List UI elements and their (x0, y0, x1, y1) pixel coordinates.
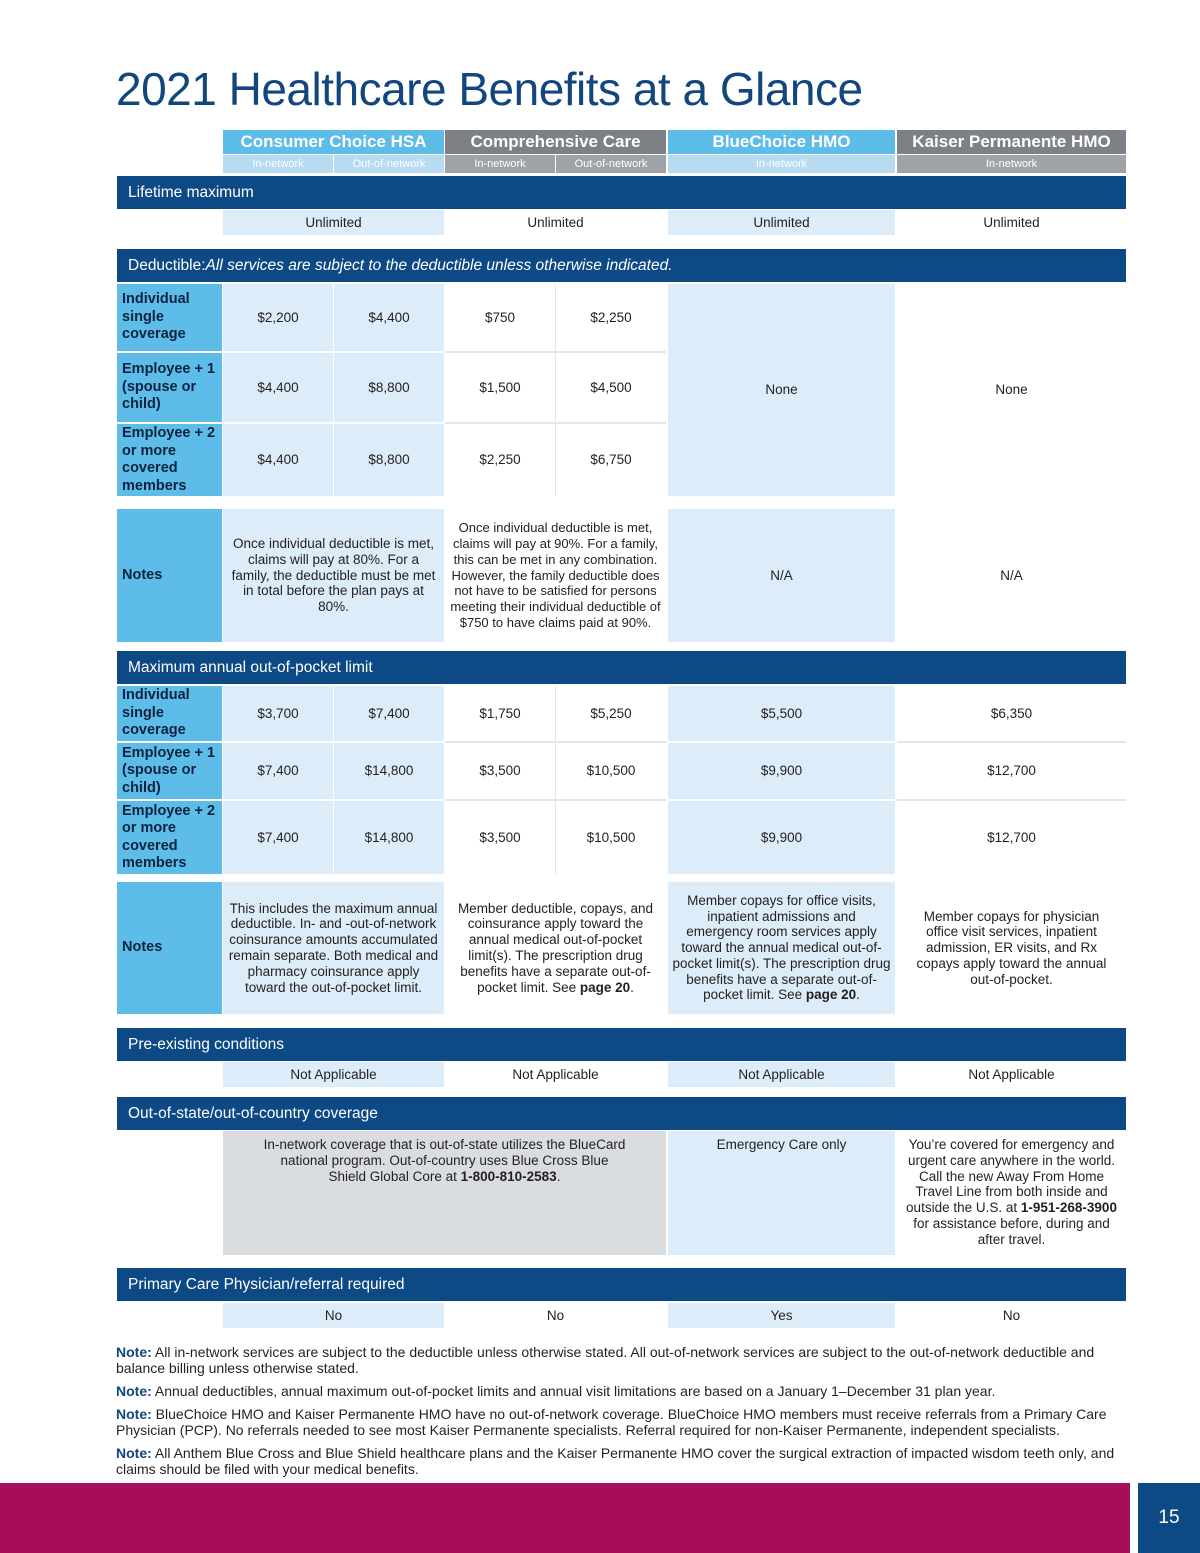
footnote-label: Note: (116, 1445, 152, 1461)
footnote-label: Note: (116, 1383, 152, 1399)
deductible-cell: $6,750 (590, 452, 632, 468)
lifetime-hsa: Unlimited (223, 210, 444, 235)
oop-cell: $3,700 (223, 686, 333, 741)
footnote (116, 1406, 1128, 1438)
oop-cell: $7,400 (223, 743, 333, 799)
deductible-cell: $8,800 (334, 424, 444, 496)
page-title: 2021 Healthcare Benefits at a Glance (116, 63, 863, 115)
footnote (116, 1344, 1128, 1376)
deductible-row-label: Employee + 1 (spouse or child) (117, 353, 222, 422)
anthem-phone: 1-800-810-2583 (460, 1168, 557, 1184)
deductible-cell: $750 (484, 309, 516, 325)
kaiser-phone: 1-951-268-3900 (1020, 1200, 1117, 1216)
footnote (116, 1445, 1128, 1477)
deductible-notes-bluechoice: N/A (668, 509, 895, 642)
page-number: 15 (1138, 1483, 1200, 1553)
deductible-cell: $1,500 (479, 379, 521, 395)
footnote (116, 1383, 1128, 1399)
oop-row-label: Individual single coverage (117, 686, 222, 741)
preexisting-comprehensive: Not Applicable (512, 1066, 599, 1082)
oop-cell: $10,500 (586, 763, 636, 779)
footnote-text: All Anthem Blue Cross and Blue Shield healthcare plans and the Kaiser Permanente HMO cover the surgical extraction of impacted wisdom teeth only, and claims should be filed with your medical benefits. (116, 1445, 1115, 1477)
deductible-kaiser: None (995, 382, 1028, 398)
subheader-comp-in: In-network (445, 155, 555, 173)
pcp-kaiser: No (1002, 1307, 1021, 1323)
lifetime-kaiser: Unlimited (983, 214, 1040, 230)
outofstate-bluechoice: Emergency Care only (668, 1131, 895, 1255)
plan-header-bluechoice: BlueChoice HMO (668, 130, 895, 154)
preexisting-bluechoice: Not Applicable (668, 1062, 895, 1087)
subheader-hsa-out: Out-of-network (334, 155, 444, 173)
oop-notes-label: Notes (117, 882, 222, 1014)
footnote-label: Note: (116, 1406, 152, 1422)
oop-cell: $9,900 (668, 743, 895, 799)
deductible-row-label: Employee + 2 or more covered members (117, 424, 222, 496)
page-reference: page 20 (805, 987, 857, 1003)
section-preexisting: Pre-existing conditions (117, 1028, 1126, 1061)
oop-cell: $5,500 (668, 686, 895, 741)
oop-cell: $14,800 (334, 743, 444, 799)
outofstate-kaiser-after: for assistance before, during and after travel. (913, 1215, 1110, 1247)
oop-cell: $12,700 (987, 763, 1036, 779)
pcp-comprehensive: No (546, 1307, 565, 1323)
oop-notes-kaiser (897, 882, 1126, 1014)
deductible-row-label: Individual single coverage (117, 284, 222, 351)
oop-row-label: Employee + 2 or more covered members (117, 801, 222, 874)
oop-notes-hsa-text: This includes the maximum annual deductible. In- and -out-of-network coinsurance amounts accumulated remain separate. Both medical and pharmacy coinsurance apply toward the out-of-pocket limit. (228, 900, 439, 995)
subheader-hsa-in: In-network (223, 155, 333, 173)
footnote-text: All in-network services are subject to the deductible unless otherwise stated. All out-of-network services are subject to the out-of-network deductible and balance billing unless otherwise stated. (116, 1344, 1095, 1376)
plan-header-kaiser: Kaiser Permanente HMO (897, 130, 1126, 154)
plan-header-consumer-choice: Consumer Choice HSA (223, 130, 444, 154)
deductible-notes-hsa: Once individual deductible is met, claims will pay at 80%. For a family, the deductible must be met in total before the plan pays at 80%. (223, 509, 444, 642)
deductible-cell: $2,250 (479, 452, 521, 468)
lifetime-bluechoice: Unlimited (668, 210, 895, 235)
deductible-cell: $2,250 (590, 309, 632, 325)
outofstate-kaiser (897, 1131, 1126, 1255)
oop-cell: $12,700 (987, 829, 1036, 845)
plan-header-comprehensive: Comprehensive Care (445, 130, 666, 154)
deductible-notes-kaiser: N/A (1000, 567, 1023, 583)
deductible-heading-note: All services are subject to the deductible unless otherwise indicated. (205, 256, 673, 274)
oop-cell: $1,750 (479, 705, 521, 721)
deductible-cell: $4,500 (590, 379, 632, 395)
section-deductible (117, 249, 1126, 282)
deductible-cell: $4,400 (223, 424, 333, 496)
section-out-of-pocket: Maximum annual out-of-pocket limit (117, 651, 1126, 684)
deductible-cell: $2,200 (223, 284, 333, 351)
oop-cell: $14,800 (334, 801, 444, 874)
footnote-label: Note: (116, 1344, 152, 1360)
outofstate-kaiser-text: You’re covered for emergency and urgent care anywhere in the world. Call the new Away From Home Travel Line from both inside and outside the U.S. at (906, 1137, 1116, 1216)
preexisting-kaiser: Not Applicable (968, 1066, 1055, 1082)
deductible-cell: $4,400 (334, 284, 444, 351)
footnote-text: Annual deductibles, annual maximum out-of-pocket limits and annual visit limitations are based on a January 1–December 31 plan year. (151, 1383, 996, 1399)
oop-cell: $9,900 (668, 801, 895, 874)
oop-notes-bluechoice: Member copays for office visits, inpatient admissions and emergency room services apply toward the annual medical out-of-pocket limit(s). The prescription drug benefits have a separate out-of-pocket limit. See page 20. (668, 882, 895, 1014)
oop-notes-comprehensive: Member deductible, copays, and coinsurance apply toward the annual medical out-of-pocket limit(s). The prescription drug benefits have a separate out-of-pocket limit. See page 20. (457, 900, 654, 995)
oop-cell: $10,500 (586, 829, 636, 845)
page-reference: page 20 (579, 979, 631, 995)
oop-notes-bluechoice-text: Member copays for office visits, inpatient admissions and emergency room services apply toward the annual medical out-of-pocket limit(s). The prescription drug benefits have a separate out-of-pocket limit. See (672, 892, 891, 1003)
oop-cell: $5,250 (590, 705, 632, 721)
oop-cell: $7,400 (334, 686, 444, 741)
oop-row-label: Employee + 1 (spouse or child) (117, 743, 222, 799)
lifetime-comprehensive: Unlimited (527, 214, 584, 230)
pcp-hsa: No (223, 1303, 444, 1328)
oop-notes-kaiser-text: Member copays for physician office visit services, inpatient admission, ER visits, and Rx copays apply toward the annual out-of-pocket. (916, 908, 1107, 987)
deductible-notes-comprehensive: Once individual deductible is met, claims will pay at 90%. For a family, this can be met in any combination. However, the family deductible does not have to be satisfied for persons meeting their individual deductible of $750 to have claims paid at 90%. (450, 520, 661, 630)
subheader-comp-out: Out-of-network (556, 155, 666, 173)
preexisting-hsa: Not Applicable (223, 1062, 444, 1087)
subheader-kaiser-in: In-network (897, 155, 1126, 173)
pcp-bluechoice: Yes (668, 1303, 895, 1328)
oop-cell: $7,400 (223, 801, 333, 874)
oop-cell: $3,500 (479, 763, 521, 779)
footer-band (0, 1483, 1130, 1553)
deductible-bluechoice: None (668, 284, 895, 496)
section-lifetime-maximum: Lifetime maximum (117, 176, 1126, 209)
section-out-of-state: Out-of-state/out-of-country coverage (117, 1097, 1126, 1130)
deductible-notes-label: Notes (117, 509, 222, 642)
footnote-text: BlueChoice HMO and Kaiser Permanente HMO have no out-of-network coverage. BlueChoice HMO members must receive referrals from a Primary Care Physician (PCP). No referrals needed to see most Kaiser Permanente specialists. Referral required for non-Kaiser Permanente, independent specialists. (116, 1406, 1107, 1438)
outofstate-anthem: In-network coverage that is out-of-state utilizes the BlueCard national program. Out-of-country uses Blue Cross Blue Shield Global Core at 1-800-810-2583. (223, 1131, 666, 1255)
deductible-cell: $4,400 (223, 353, 333, 422)
deductible-cell: $8,800 (334, 353, 444, 422)
subheader-bluechoice-in: In-network (668, 155, 895, 173)
oop-notes-comprehensive-text: Member deductible, copays, and coinsurance apply toward the annual medical out-of-pocket limit(s). The prescription drug benefits have a separate out-of-pocket limit. See (457, 900, 654, 995)
oop-cell: $6,350 (990, 705, 1033, 721)
oop-notes-hsa (223, 882, 444, 1014)
outofstate-anthem-text: In-network coverage that is out-of-state utilizes the BlueCard national program. Out-of-country uses Blue Cross Blue Shield Global Core at (263, 1137, 626, 1184)
oop-cell: $3,500 (479, 829, 521, 845)
section-pcp-referral: Primary Care Physician/referral required (117, 1268, 1126, 1301)
deductible-heading: Deductible: (128, 256, 206, 274)
